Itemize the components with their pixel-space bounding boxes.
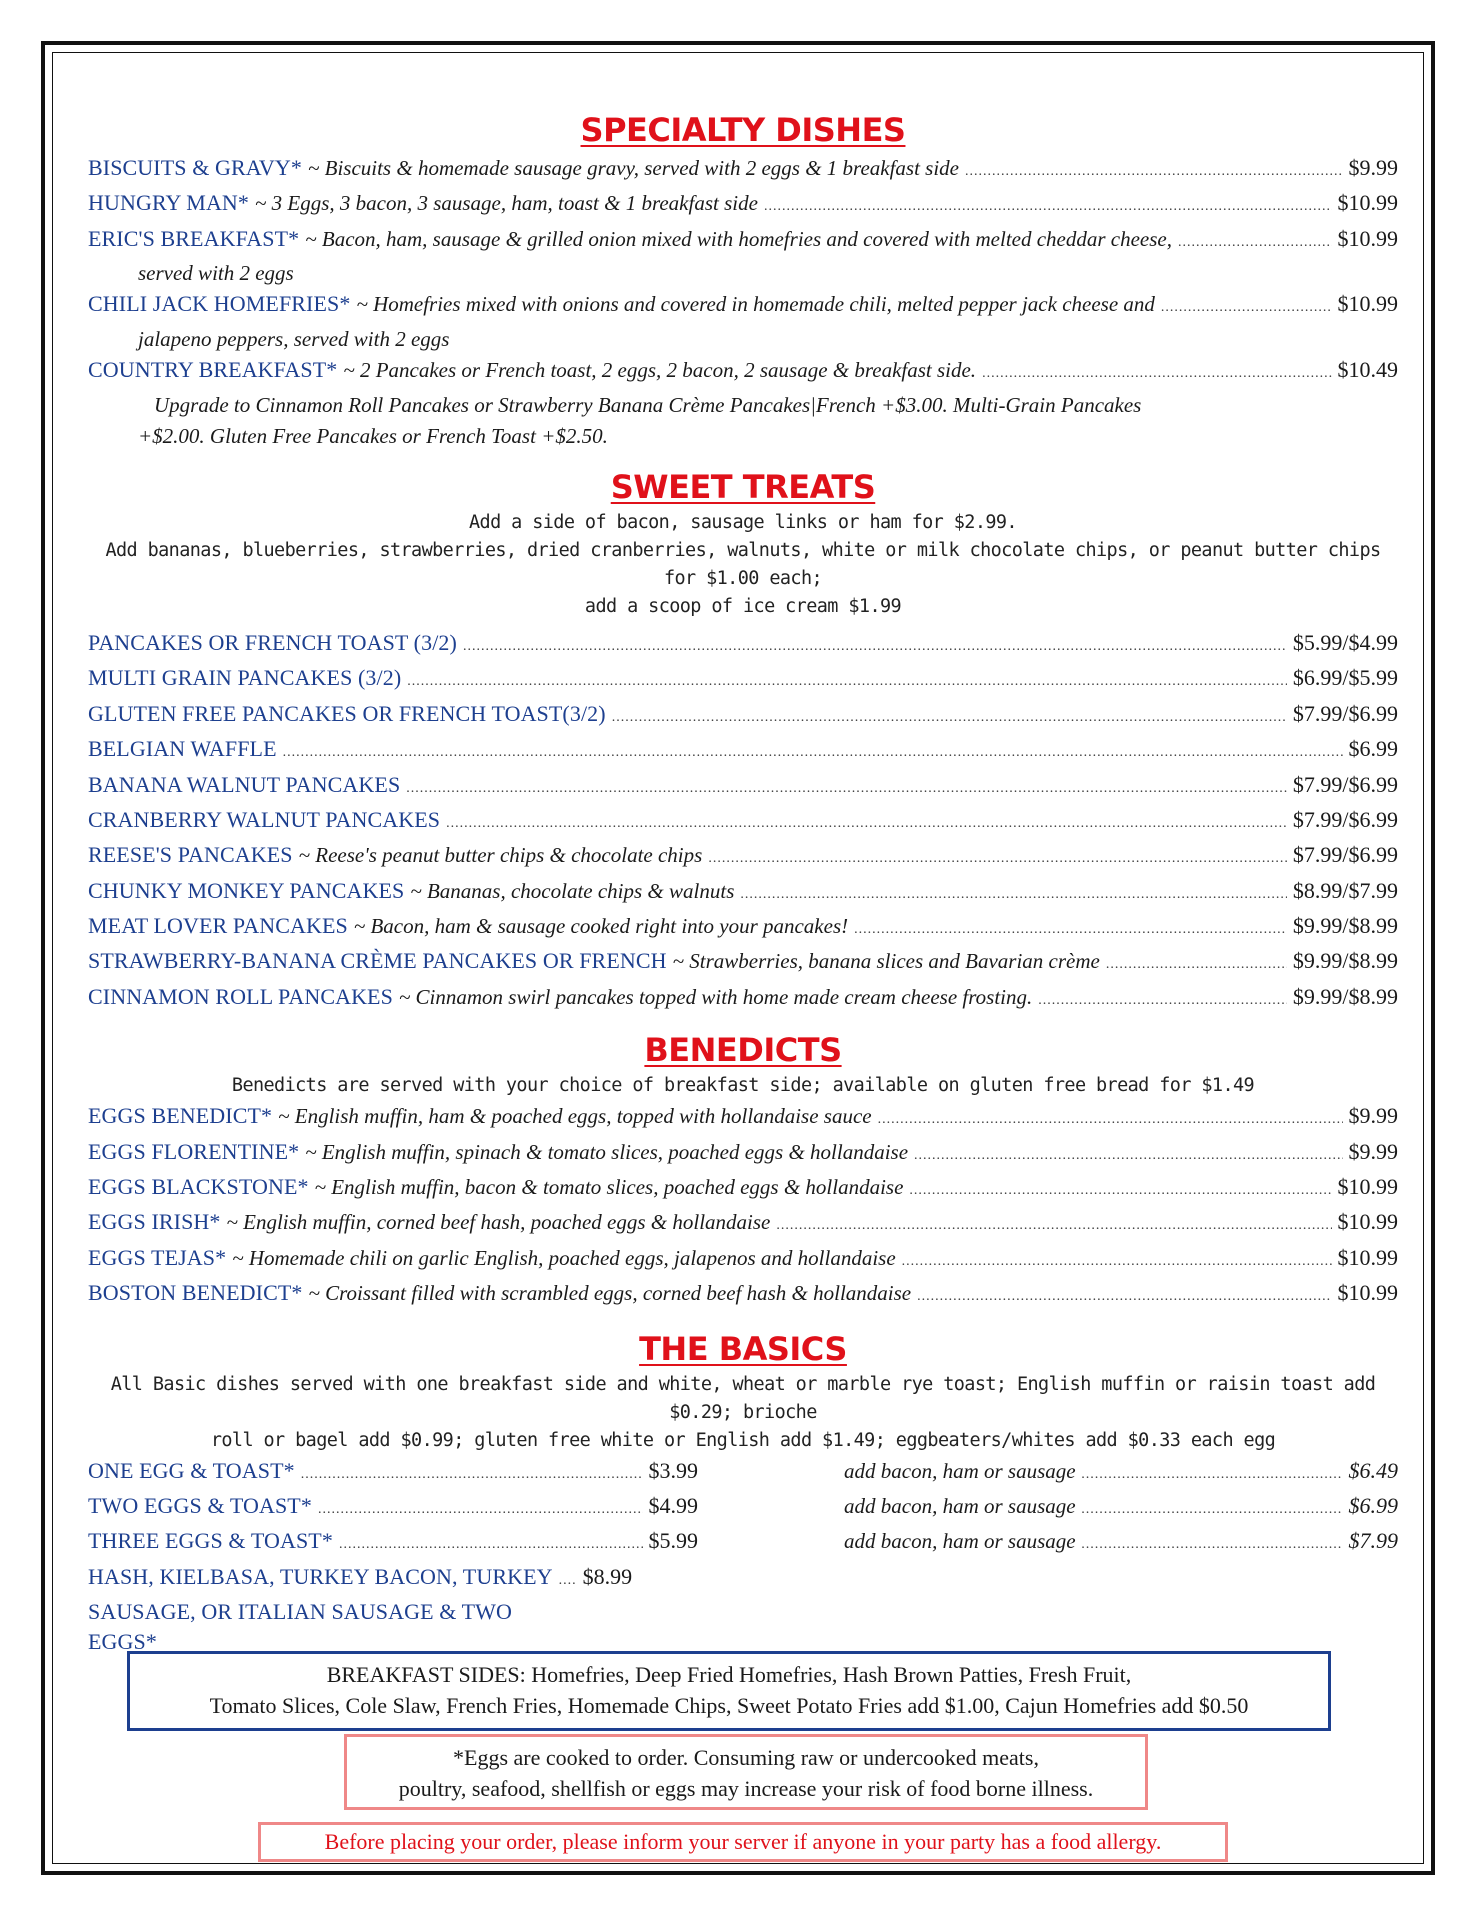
food-safety-warning-box	[344, 1734, 1148, 1810]
dot-leader	[446, 808, 1287, 840]
item-name: CINNAMON ROLL PANCAKES	[88, 983, 393, 1009]
combo-line-2: SAUSAGE, OR ITALIAN SAUSAGE & TWO	[88, 1599, 513, 1625]
menu-item	[88, 839, 1398, 874]
item-name: CHUNKY MONKEY PANCAKES	[88, 877, 405, 903]
menu-item	[88, 1242, 1398, 1277]
dot-leader	[318, 1494, 643, 1526]
item-description: ~ 2 Pancakes or French toast, 2 eggs, 2 bacon, 2 sausage & breakfast side.	[343, 357, 977, 382]
item-price: $10.99	[1337, 1174, 1398, 1200]
dot-leader	[965, 156, 1343, 188]
item-name: BISCUITS & GRAVY*	[88, 155, 302, 180]
item-name: GLUTEN FREE PANCAKES OR FRENCH TOAST(3/2)	[88, 700, 606, 726]
item-name: MEAT LOVER PANCAKES	[88, 913, 348, 939]
dot-leader	[301, 1459, 643, 1491]
combo-line-1: HASH, KIELBASA, TURKEY BACON, TURKEY	[88, 1563, 553, 1589]
specialty-upgrade-line1: Upgrade to Cinnamon Roll Pancakes or Strawberry Banana Crème Pancakes|French +$3.00. Multi-Grain Pancakes	[154, 392, 1142, 417]
item-name: COUNTRY BREAKFAST*	[88, 356, 338, 382]
menu-content	[88, 96, 1398, 1656]
item-price: $8.99/$7.99	[1292, 877, 1398, 903]
sweet-title: SWEET TREATS	[610, 467, 876, 506]
item-name: TWO EGGS & TOAST*	[88, 1492, 312, 1518]
dot-leader	[982, 358, 1331, 390]
combo-price: $8.99	[582, 1563, 633, 1589]
item-price: $3.99	[648, 1457, 698, 1483]
dot-leader	[1106, 949, 1287, 981]
add-on-item	[838, 1490, 1398, 1525]
add-on-price: $7.99	[1348, 1528, 1398, 1554]
item-price: $9.99/$8.99	[1292, 948, 1398, 974]
item-name: BELGIAN WAFFLE	[88, 736, 277, 762]
add-on-label: add bacon, ham or sausage	[844, 1493, 1076, 1518]
menu-item	[88, 1277, 1398, 1312]
dot-leader	[1178, 227, 1332, 259]
item-description: ~ English muffin, ham & poached eggs, topped with hollandaise sauce	[278, 1104, 872, 1129]
item-description: ~ Cinnamon swirl pancakes topped with home made cream cheese frosting.	[398, 984, 1033, 1009]
menu-item	[88, 187, 1398, 222]
specialty-list	[88, 152, 1398, 389]
benedicts-note: Benedicts are served with your choice of breakfast side; available on gluten free bread for $1.49	[231, 1075, 1255, 1097]
dot-leader	[740, 879, 1287, 911]
item-price: $10.99	[1337, 190, 1398, 216]
item-description: ~ English muffin, spinach & tomato slices, poached eggs & hollandaise	[305, 1139, 909, 1164]
item-price: $9.99/$8.99	[1292, 913, 1398, 939]
item-price: $7.99/$6.99	[1292, 771, 1398, 797]
item-description-continued: served with 2 eggs	[138, 261, 294, 286]
item-name: EGGS IRISH*	[88, 1209, 221, 1235]
add-on-price: $6.99	[1348, 1492, 1398, 1518]
dot-leader	[612, 702, 1287, 734]
menu-item	[88, 152, 1398, 187]
dot-leader	[878, 1104, 1343, 1136]
combo-line-3: EGGS*	[88, 1629, 157, 1655]
item-description: ~ English muffin, bacon & tomato slices, poached eggs & hollandaise	[314, 1175, 904, 1200]
add-on-label: add bacon, ham or sausage	[844, 1458, 1076, 1483]
menu-item	[88, 1206, 1398, 1241]
warning-line-2: poultry, seafood, shellfish or eggs may increase your risk of food borne illness.	[398, 1776, 1094, 1801]
menu-item	[88, 1490, 698, 1525]
item-price: $10.99	[1337, 1280, 1398, 1306]
dot-leader	[776, 1210, 1331, 1242]
item-name: EGGS BENEDICT*	[88, 1103, 273, 1129]
item-description: ~ English muffin, corned beef hash, poached eggs & hollandaise	[226, 1210, 771, 1235]
dot-leader	[909, 1175, 1331, 1207]
item-name: EGGS BLACKSTONE*	[88, 1174, 309, 1200]
sweet-note-3: add a scoop of ice cream $1.99	[584, 595, 902, 617]
item-name: STRAWBERRY-BANANA CRÈME PANCAKES OR FRENCH	[88, 948, 667, 974]
dot-leader	[1082, 1529, 1343, 1561]
specialty-title: SPECIALTY DISHES	[580, 111, 906, 149]
item-name: ONE EGG & TOAST*	[88, 1457, 295, 1483]
menu-item	[88, 662, 1398, 697]
item-name: BANANA WALNUT PANCAKES	[88, 771, 401, 797]
menu-item	[88, 1525, 698, 1560]
add-on-label: add bacon, ham or sausage	[844, 1529, 1076, 1554]
basics-note-2: roll or bagel add $0.99; gluten free white or English add $1.49; eggbeaters/whites add $0.33 each egg	[210, 1429, 1276, 1451]
menu-item	[88, 733, 1398, 768]
menu-item	[88, 981, 1398, 1016]
menu-item	[88, 1561, 698, 1596]
sweet-list	[88, 627, 1398, 1016]
item-price: $9.99	[1348, 1138, 1398, 1164]
item-description: ~ Croissant filled with scrambled eggs, corned beef hash & hollandaise	[308, 1281, 912, 1306]
breakfast-sides-box	[127, 1651, 1331, 1731]
menu-item	[88, 223, 1398, 258]
item-description: ~ Homemade chili on garlic English, poached eggs, jalapenos and hollandaise	[232, 1245, 896, 1270]
menu-item	[88, 945, 1398, 980]
dot-leader	[406, 773, 1287, 805]
menu-item	[88, 875, 1398, 910]
dot-leader	[559, 1565, 577, 1597]
menu-item	[88, 910, 1398, 945]
item-name: REESE'S PANCAKES	[88, 842, 293, 868]
dot-leader	[917, 1281, 1331, 1313]
dot-leader	[1038, 985, 1287, 1017]
item-name: EGGS FLORENTINE*	[88, 1138, 300, 1164]
item-price: $10.99	[1337, 291, 1398, 317]
basics-note-1: All Basic dishes served with one breakfast side and white, wheat or marble rye toast; English muffin or raisin toast add $0.29; brioche	[110, 1373, 1376, 1423]
item-description: ~ Reese's peanut butter chips & chocolate chips	[298, 843, 703, 868]
menu-item	[88, 804, 1398, 839]
item-name: BOSTON BENEDICT*	[88, 1280, 303, 1306]
item-price: $10.99	[1337, 225, 1398, 251]
menu-item	[88, 1171, 1398, 1206]
item-description: ~ Biscuits & homemade sausage gravy, served with 2 eggs & 1 breakfast side	[308, 156, 959, 180]
menu-item	[88, 698, 1398, 733]
item-price: $9.99	[1348, 155, 1398, 180]
item-name: EGGS TEJAS*	[88, 1244, 227, 1270]
menu-item	[88, 1136, 1398, 1171]
dot-leader	[764, 191, 1332, 223]
menu-item	[88, 769, 1398, 804]
item-price: $7.99/$6.99	[1292, 700, 1398, 726]
sides-line-2: Tomato Slices, Cole Slaw, French Fries, Homemade Chips, Sweet Potato Fries add $1.00, Cajun Homefries add $0.50	[209, 1693, 1249, 1718]
basics-right-column	[838, 1455, 1398, 1657]
item-price: $10.49	[1337, 356, 1398, 382]
menu-item	[88, 288, 1398, 323]
benedicts-list	[88, 1100, 1398, 1312]
item-name: MULTI GRAIN PANCAKES (3/2)	[88, 665, 402, 691]
item-name: CHILI JACK HOMEFRIES*	[88, 291, 351, 317]
dot-leader	[339, 1529, 643, 1561]
item-description: ~ Strawberries, banana slices and Bavarian crème	[672, 949, 1100, 974]
item-price: $7.99/$6.99	[1292, 806, 1398, 832]
dot-leader	[914, 1140, 1342, 1172]
dot-leader	[1082, 1494, 1343, 1526]
sweet-note-1: Add a side of bacon, sausage links or ham for $2.99.	[469, 511, 1017, 533]
add-on-item	[838, 1525, 1398, 1560]
basics-left-column	[88, 1455, 698, 1657]
warning-line-1: *Eggs are cooked to order. Consuming raw or undercooked meats,	[453, 1745, 1039, 1770]
allergy-notice: Before placing your order, please inform your server if anyone in your party has a food allergy.	[258, 1822, 1228, 1862]
item-name: ERIC'S BREAKFAST*	[88, 225, 300, 251]
specialty-upgrade-line2: +$2.00. Gluten Free Pancakes or French Toast +$2.50.	[138, 423, 608, 448]
menu-item	[88, 1455, 698, 1490]
item-price: $10.99	[1337, 1209, 1398, 1235]
dot-leader	[1161, 292, 1332, 324]
menu-item	[88, 354, 1398, 389]
dot-leader	[902, 1246, 1332, 1278]
item-name: CRANBERRY WALNUT PANCAKES	[88, 806, 441, 832]
menu-item	[88, 1100, 1398, 1135]
dot-leader	[283, 737, 1343, 769]
basics-title: THE BASICS	[639, 1329, 847, 1368]
dot-leader	[407, 666, 1287, 698]
add-on-price: $6.49	[1348, 1457, 1398, 1483]
item-name: HUNGRY MAN*	[88, 190, 250, 216]
benedicts-title: BENEDICTS	[644, 1031, 842, 1070]
item-price: $6.99	[1348, 736, 1398, 762]
dot-leader	[1082, 1459, 1343, 1491]
item-description: ~ Bananas, chocolate chips & walnuts	[410, 878, 735, 903]
item-price: $10.99	[1337, 1244, 1398, 1270]
add-on-item	[838, 1455, 1398, 1490]
item-name: PANCAKES OR FRENCH TOAST (3/2)	[88, 629, 457, 655]
item-price: $5.99/$4.99	[1292, 629, 1398, 655]
menu-item	[88, 627, 1398, 662]
dot-leader	[463, 631, 1287, 663]
dot-leader	[854, 914, 1287, 946]
item-description-continued: jalapeno peppers, served with 2 eggs	[138, 326, 450, 351]
item-description: ~ Homefries mixed with onions and covered in homemade chili, melted pepper jack cheese and	[356, 292, 1155, 317]
item-price: $9.99/$8.99	[1292, 983, 1398, 1009]
item-name: THREE EGGS & TOAST*	[88, 1528, 333, 1554]
item-price: $5.99	[648, 1528, 698, 1554]
sides-line-1: BREAKFAST SIDES: Homefries, Deep Fried Homefries, Hash Brown Patties, Fresh Fruit,	[326, 1662, 1132, 1687]
item-price: $7.99/$6.99	[1292, 842, 1398, 868]
item-description: ~ 3 Eggs, 3 bacon, 3 sausage, ham, toast & 1 breakfast side	[255, 191, 758, 216]
item-price: $6.99/$5.99	[1292, 665, 1398, 691]
dot-leader	[708, 843, 1287, 875]
item-price: $9.99	[1348, 1103, 1398, 1129]
item-description: ~ Bacon, ham, sausage & grilled onion mixed with homefries and covered with melted cheddar cheese,	[305, 226, 1172, 251]
basics-columns	[88, 1455, 1398, 1657]
item-price: $4.99	[648, 1492, 698, 1518]
sweet-note-2: Add bananas, blueberries, strawberries, dried cranberries, walnuts, white or milk chocolate chips, or peanut butter chips for $1.00 each;	[105, 539, 1381, 589]
item-description: ~ Bacon, ham & sausage cooked right into your pancakes!	[353, 914, 849, 939]
